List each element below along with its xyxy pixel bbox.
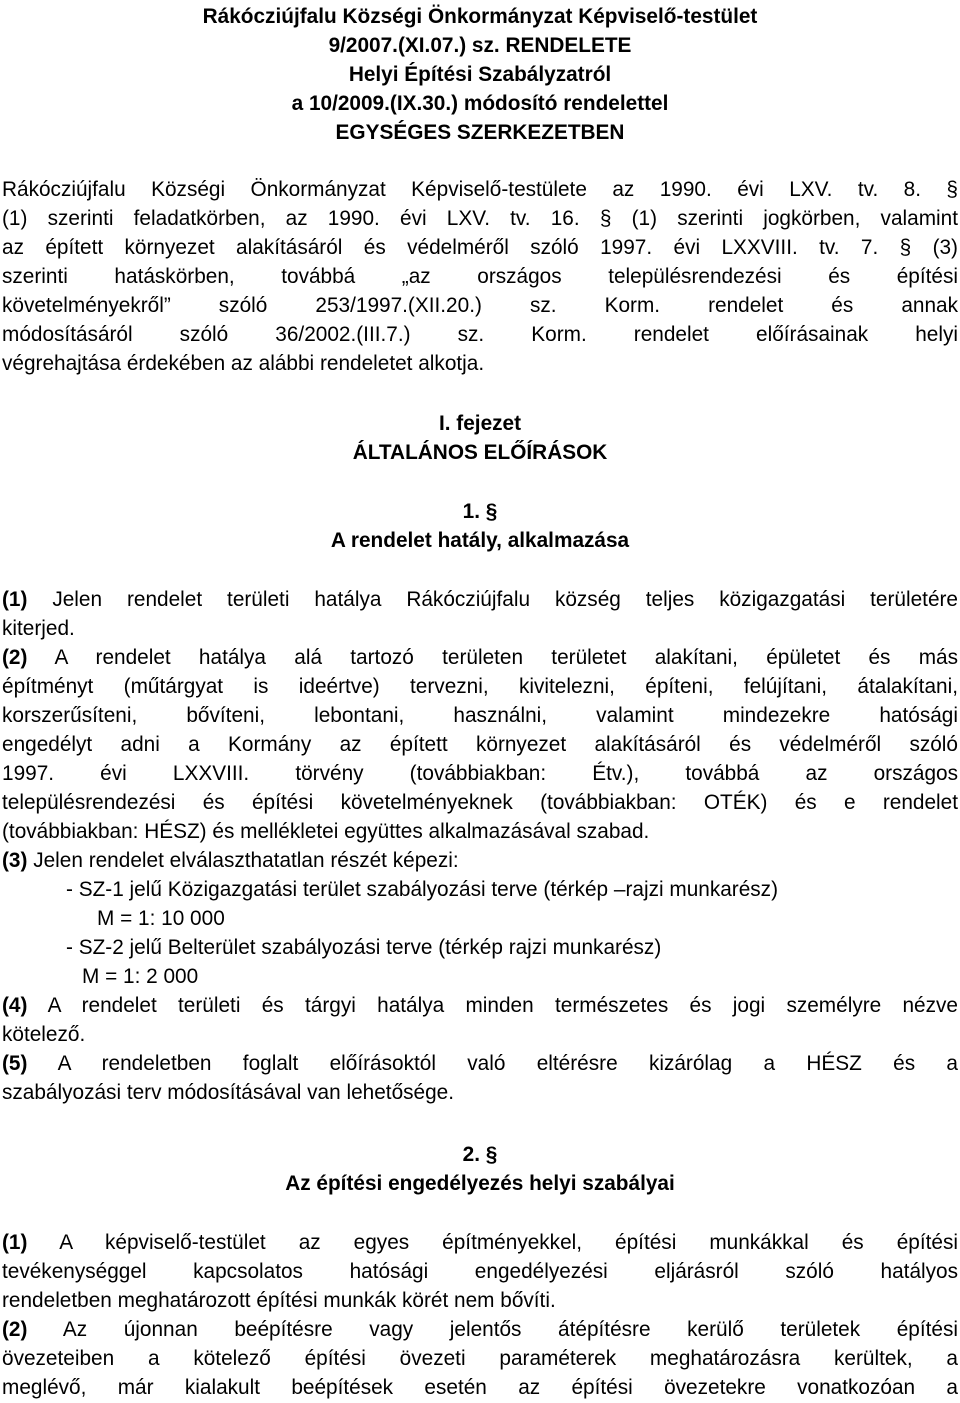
paragraph-label: (2) (2, 646, 28, 669)
section-2-heading (0, 1140, 960, 1198)
paragraph-5-line: (5) A rendeletben foglalt előírásoktól való eltérésre kizárólag a HÉSZ és a (2, 1052, 958, 1075)
paragraph-2-line: (2) Az újonnan beépítésre vagy jelentős átépítésre kerülő területek építési (2, 1318, 958, 1341)
section-1-number: 1. § (462, 500, 498, 523)
section-1-title: A rendelet hatály, alkalmazása (330, 529, 630, 552)
paragraph-label: (1) (2, 1231, 28, 1254)
preamble-line: szerinti hatáskörben, továbbá „az országos településrendezési és építési (2, 265, 958, 288)
header-line-4: a 10/2009.(IX.30.) módosító rendelettel (291, 92, 669, 115)
section-1-heading (0, 497, 960, 555)
paragraph-3-line: (3) Jelen rendelet elválaszthatatlan részét képezi: (2, 849, 459, 872)
header-line-1: Rákócziújfalu Községi Önkormányzat Képviselő-testület (202, 5, 758, 28)
section-1-body (2, 585, 958, 1107)
chapter-number: I. fejezet (438, 412, 522, 435)
paragraph-1-line: kiterjed. (2, 617, 75, 640)
preamble-line: az épített környezet alakításáról és védelméről szóló 1997. évi LXXVIII. tv. 7. § (3) (2, 236, 958, 259)
header-line-5: EGYSÉGES SZERKEZETBEN (335, 121, 625, 144)
paragraph-2-line: meglévő, már kialakult beépítések esetén az építési övezetekre vonatkozóan a (2, 1376, 958, 1399)
preamble-line: módosításáról szóló 36/2002.(III.7.) sz. Korm. rendelet előírásainak helyi (2, 323, 958, 346)
paragraph-2-line: településrendezési és építési követelményeknek (továbbiakban: OTÉK) és e rendelet (2, 791, 958, 814)
paragraph-2-line: övezeteiben a kötelező építési övezeti paraméterek meghatározásra kerültek, a (2, 1347, 958, 1370)
paragraph-1-line: (1) A képviselő-testület az egyes építményekkel, építési munkákkal és építési (2, 1231, 958, 1254)
header-line-2: 9/2007.(XI.07.) sz. RENDELETE (328, 34, 632, 57)
paragraph-2-line: 1997. évi LXXVIII. törvény (továbbiakban: Étv.), továbbá az országos (2, 762, 958, 785)
section-2-number: 2. § (462, 1143, 498, 1166)
list-item-scale: M = 1: 2 000 (82, 965, 199, 988)
preamble-line: végrehajtása érdekében az alábbi rendeletet alkotja. (2, 352, 485, 375)
list-item-scale: M = 1: 10 000 (97, 907, 225, 930)
preamble-line: Rákócziújfalu Községi Önkormányzat Képviselő-testülete az 1990. évi LXV. tv. 8. § (2, 178, 958, 201)
paragraph-2-line: építményt (műtárgyat is ideértve) tervezni, kivitelezni, építeni, felújítani, átalakítani, (2, 675, 958, 698)
paragraph-label: (3) (2, 849, 28, 872)
paragraph-2-line: (továbbiakban: HÉSZ) és mellékletei együttes alkalmazásával szabad. (2, 820, 650, 843)
chapter-title: ÁLTALÁNOS ELŐÍRÁSOK (352, 441, 608, 464)
section-2-title: Az építési engedélyezés helyi szabályai (285, 1172, 675, 1195)
chapter-heading (0, 409, 960, 467)
list-item: - SZ-1 jelű Közigazgatási terület szabályozási terve (térkép –rajzi munkarész) (66, 878, 779, 901)
preamble (2, 175, 958, 378)
paragraph-1-line: rendeletben meghatározott építési munkák körét nem bővíti. (2, 1289, 556, 1312)
paragraph-label: (5) (2, 1052, 28, 1075)
section-2-body (2, 1228, 958, 1402)
paragraph-4-line: (4) A rendelet területi és tárgyi hatálya minden természetes és jogi személyre nézve (2, 994, 958, 1017)
paragraph-1-line: tevékenységgel kapcsolatos hatósági engedélyezési eljárásról szóló hatályos (2, 1260, 958, 1283)
paragraph-2-line: korszerűsíteni, bővíteni, lebontani, használni, valamint mindezekre hatósági (2, 704, 958, 727)
paragraph-label: (4) (2, 994, 28, 1017)
header-line-3: Helyi Építési Szabályzatról (348, 63, 612, 86)
paragraph-4-line: kötelező. (2, 1023, 86, 1046)
preamble-line: követelményekről” szóló 253/1997.(XII.20.) sz. Korm. rendelet és annak (2, 294, 958, 317)
paragraph-2-line: (2) A rendelet hatálya alá tartozó területen területet alakítani, épületet és más (2, 646, 958, 669)
preamble-line: (1) szerinti feladatkörben, az 1990. évi LXV. tv. 16. § (1) szerinti jogkörben, valamint (2, 207, 958, 230)
paragraph-label: (1) (2, 588, 28, 611)
paragraph-label: (2) (2, 1318, 28, 1341)
paragraph-5-line: szabályozási terv módosításával van lehetősége. (2, 1081, 455, 1104)
paragraph-1-line: (1) Jelen rendelet területi hatálya Rákócziújfalu község teljes közigazgatási területére (2, 588, 958, 611)
document-header (0, 2, 960, 147)
list-item: - SZ-2 jelű Belterület szabályozási terve (térkép rajzi munkarész) (66, 936, 662, 959)
paragraph-2-line: engedélyt adni a Kormány az épített környezet alakításáról és védelméről szóló (2, 733, 958, 756)
